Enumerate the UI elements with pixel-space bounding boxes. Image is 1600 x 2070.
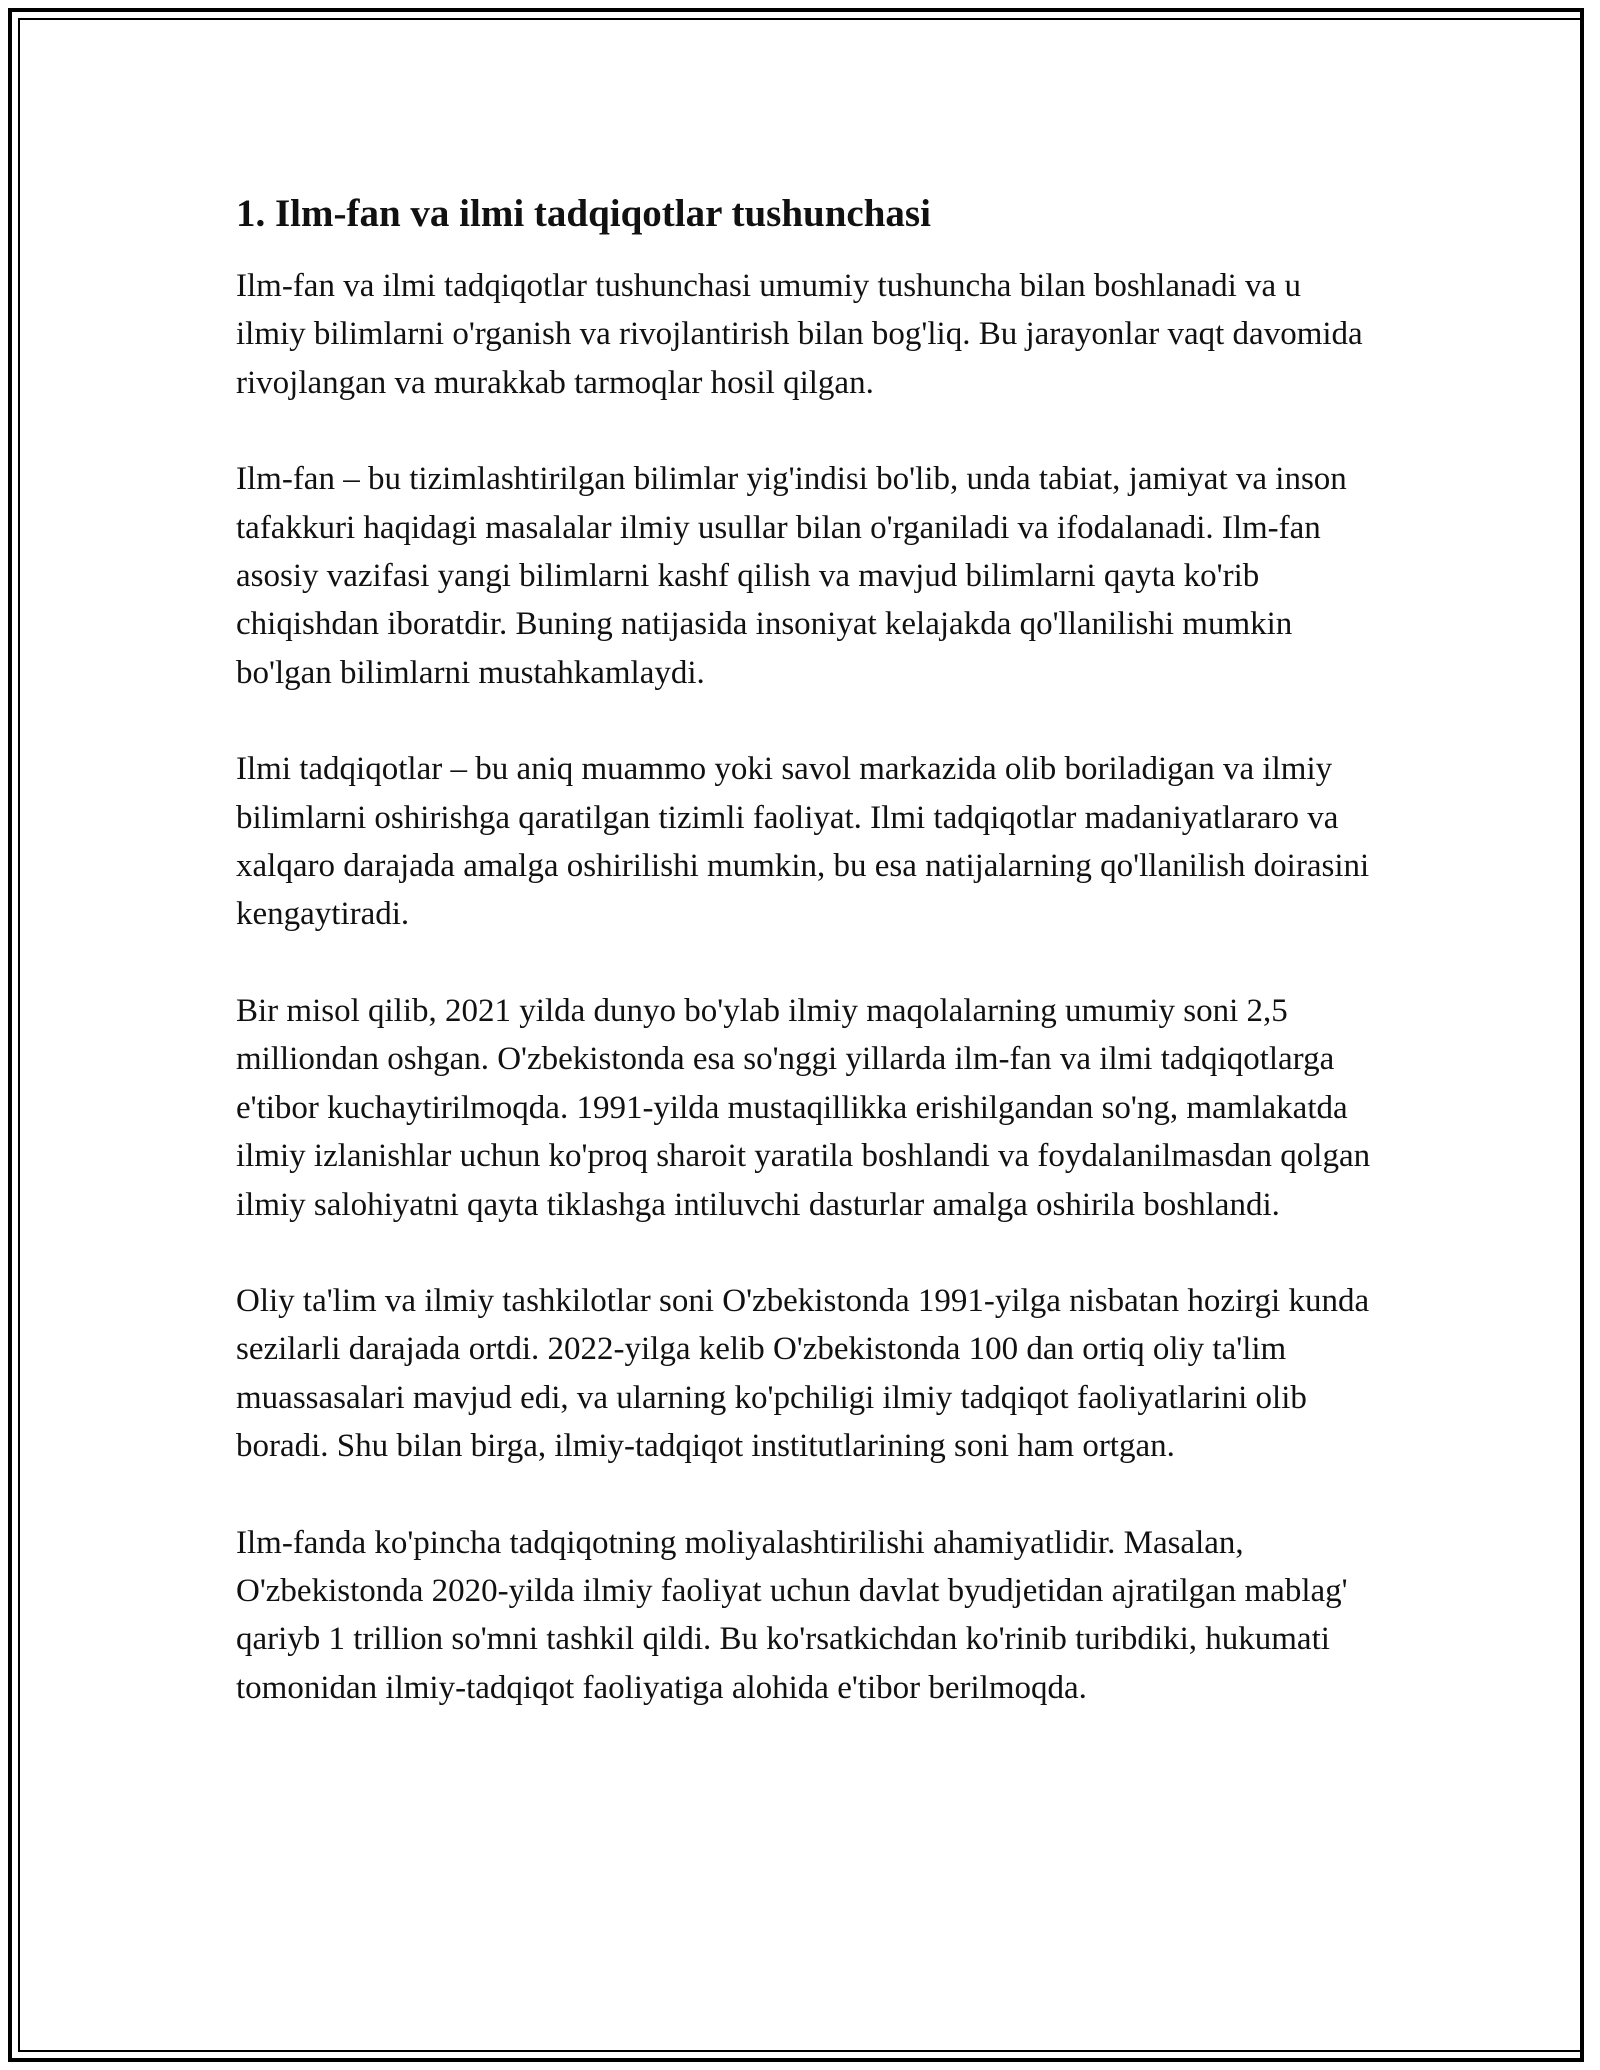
paragraph-2: Ilm-fan – bu tizimlashtirilgan bilimlar yig'indisi bo'lib, unda tabiat, jamiyat va inson tafakkuri haqidagi masalalar ilmiy usullar bilan o'rganiladi va ifodalanadi. Ilm-fan asosiy vazifasi yangi bilimlarni kashf qilish va mavjud bilimlarni qayta ko'rib chiqishdan iboratdir. Buning natijasida insoniyat kelajakda qo'llanilishi mumkin bo'lgan bilimlarni mustahkamlaydi. [236, 461, 1347, 691]
paragraph-5: Oliy ta'lim va ilmiy tashkilotlar soni O'zbekistonda 1991-yilga nisbatan hozirgi kunda sezilarli darajada ortdi. 2022-yilga kelib O'zbekistonda 100 dan ortiq oliy ta'lim muassasalari mavjud edi, va ularning ko'pchiligi ilmiy tadqiqot faoliyatlarini olib boradi. Shu bilan birga, ilmiy-tadqiqot institutlarining soni ham ortgan. [236, 1282, 1370, 1465]
section-heading: 1. Ilm-fan va ilmi tadqiqotlar tushunchasi [236, 192, 931, 235]
document-body [236, 188, 1376, 1760]
paragraph-4: Bir misol qilib, 2021 yilda dunyo bo'ylab ilmiy maqolalarning umumiy soni 2,5 milliondan oshgan. O'zbekistonda esa so'nggi yillarda ilm-fan va ilmi tadqiqotlarga e'tibor kuchaytirilmoqda. 1991-yilda mustaqillikka erishilgandan so'ng, mamlakatda ilmiy izlanishlar uchun ko'proq sharoit yaratila boshlandi va foydalanilmasdan qolgan ilmiy salohiyatni qayta tiklashga intiluvchi dasturlar amalga oshirila boshlandi. [236, 992, 1371, 1223]
paragraph-1: Ilm-fan va ilmi tadqiqotlar tushunchasi umumiy tushuncha bilan boshlanadi va u ilmiy bilimlarni o'rganish va rivojlantirish bilan bog'liq. Bu jarayonlar vaqt davomida rivojlangan va murakkab tarmoqlar hosil qilgan. [236, 268, 1363, 401]
paragraph-3: Ilmi tadqiqotlar – bu aniq muammo yoki savol markazida olib boriladigan va ilmiy bilimlarni oshirishga qaratilgan tizimli faoliyat. Ilmi tadqiqotlar madaniyatlararo va xalqaro darajada amalga oshirilishi mumkin, bu esa natijalarning qo'llanilish doirasini kengaytiradi. [236, 751, 1370, 933]
paragraph-6: Ilm-fanda ko'pincha tadqiqotning moliyalashtirilishi ahamiyatlidir. Masalan, O'zbekistonda 2020-yilda ilmiy faoliyat uchun davlat byudjetidan ajratilgan mablag' qariyb 1 trillion so'mni tashkil qildi. Bu ko'rsatkichdan ko'rinib turibdiki, hukumati tomonidan ilmiy-tadqiqot faoliyatiga alohida e'tibor berilmoqda. [236, 1524, 1348, 1706]
